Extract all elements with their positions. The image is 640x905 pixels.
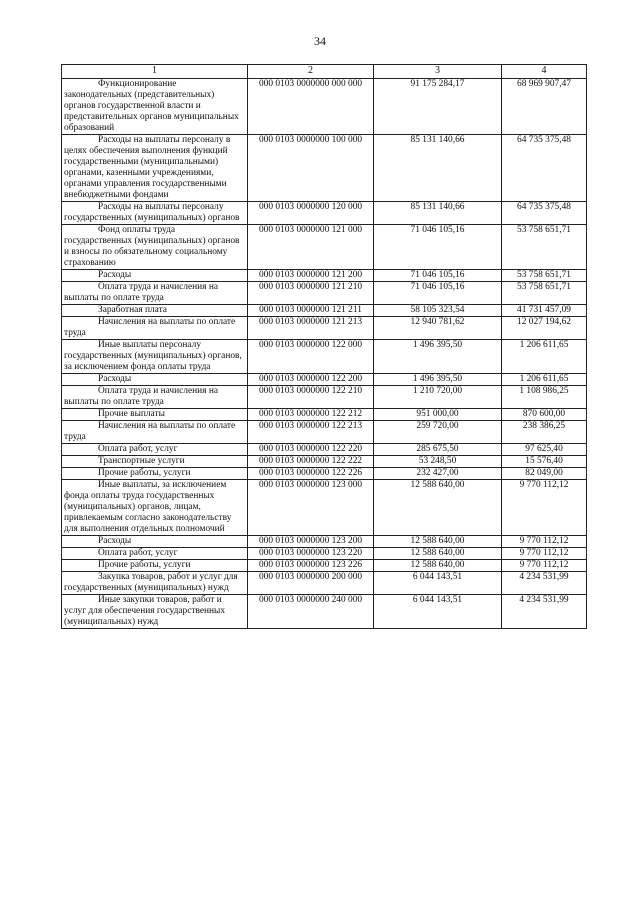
row-value-col3: 259 720,00: [374, 421, 502, 444]
table-row: [62, 468, 587, 480]
table-row: [62, 305, 587, 317]
row-value-col4: 12 027 194,62: [502, 317, 587, 340]
row-value-col4: 82 049,00: [502, 468, 587, 480]
table-row: [62, 548, 587, 560]
column-header-3: 3: [374, 65, 502, 79]
row-value-col3: 12 588 640,00: [374, 548, 502, 560]
row-value-col3: 85 131 140,66: [374, 202, 502, 225]
row-value-col4: 64 735 375,48: [502, 135, 587, 202]
row-name-cell: Оплата работ, услуг: [62, 548, 248, 560]
row-name-cell: Оплата работ, услуг: [62, 444, 248, 456]
row-value-col4: 9 770 112,12: [502, 560, 587, 572]
table-body: [62, 79, 587, 629]
row-value-col3: 1 210 720,00: [374, 386, 502, 409]
table-row: [62, 444, 587, 456]
table-row: [62, 317, 587, 340]
row-value-col4: 4 234 531,99: [502, 572, 587, 595]
row-value-col3: 12 588 640,00: [374, 480, 502, 536]
row-name-cell: Прочие работы, услуги: [62, 468, 248, 480]
table-row: [62, 595, 587, 629]
row-value-col4: 53 758 651,71: [502, 282, 587, 305]
row-name-cell: Иные закупки товаров, работ и услуг для обеспечения государственных (муниципальных) нужд: [62, 595, 248, 629]
row-value-col3: 6 044 143,51: [374, 572, 502, 595]
row-value-col3: 91 175 284,17: [374, 79, 502, 135]
row-value-col4: 1 108 986,25: [502, 386, 587, 409]
row-code-cell: 000 0103 0000000 122 213: [248, 421, 374, 444]
row-name-cell: Иные выплаты персоналу государственных (муниципальных) органов, за исключением фонда оплаты труда: [62, 340, 248, 374]
row-value-col3: 12 588 640,00: [374, 560, 502, 572]
row-value-col3: 71 046 105,16: [374, 270, 502, 282]
row-value-col3: 53 248,50: [374, 456, 502, 468]
row-name-cell: Оплата труда и начисления на выплаты по оплате труда: [62, 386, 248, 409]
row-value-col4: 1 206 611,65: [502, 374, 587, 386]
row-name-cell: Начисления на выплаты по оплате труда: [62, 421, 248, 444]
row-code-cell: 000 0103 0000000 121 211: [248, 305, 374, 317]
table-row: [62, 421, 587, 444]
row-name-cell: Закупка товаров, работ и услуг для государственных (муниципальных) нужд: [62, 572, 248, 595]
row-code-cell: 000 0103 0000000 120 000: [248, 202, 374, 225]
table-row: [62, 572, 587, 595]
row-name-cell: Расходы: [62, 536, 248, 548]
page-number: 34: [314, 34, 326, 48]
table-row: [62, 202, 587, 225]
row-value-col3: 85 131 140,66: [374, 135, 502, 202]
row-code-cell: 000 0103 0000000 240 000: [248, 595, 374, 629]
table-row: [62, 374, 587, 386]
budget-table: [61, 64, 587, 629]
row-name-cell: Расходы: [62, 374, 248, 386]
row-value-col3: 71 046 105,16: [374, 225, 502, 270]
table-row: [62, 386, 587, 409]
row-code-cell: 000 0103 0000000 100 000: [248, 135, 374, 202]
row-value-col4: 9 770 112,12: [502, 536, 587, 548]
row-value-col4: 53 758 651,71: [502, 270, 587, 282]
row-value-col3: 12 588 640,00: [374, 536, 502, 548]
row-code-cell: 000 0103 0000000 121 000: [248, 225, 374, 270]
row-value-col3: 1 496 395,50: [374, 374, 502, 386]
row-code-cell: 000 0103 0000000 122 212: [248, 409, 374, 421]
row-code-cell: 000 0103 0000000 123 220: [248, 548, 374, 560]
column-header-2: 2: [248, 65, 374, 79]
table-row: [62, 282, 587, 305]
row-code-cell: 000 0103 0000000 122 210: [248, 386, 374, 409]
row-code-cell: 000 0103 0000000 123 200: [248, 536, 374, 548]
row-value-col4: 41 731 457,09: [502, 305, 587, 317]
row-name-cell: Транспортные услуги: [62, 456, 248, 468]
row-value-col4: 1 206 611,65: [502, 340, 587, 374]
column-header-4: 4: [502, 65, 587, 79]
row-value-col3: 1 496 395,50: [374, 340, 502, 374]
row-code-cell: 000 0103 0000000 122 200: [248, 374, 374, 386]
row-value-col3: 232 427,00: [374, 468, 502, 480]
table-row: [62, 560, 587, 572]
row-name-cell: Иные выплаты, за исключением фонда оплаты труда государственных (муниципальных) органов, лицам, привлекаемым согласно законодательству для выполнения отдельных полномочий: [62, 480, 248, 536]
table-row: [62, 79, 587, 135]
row-value-col3: 285 675,50: [374, 444, 502, 456]
row-name-cell: Расходы: [62, 270, 248, 282]
row-name-cell: Расходы на выплаты персоналу государственных (муниципальных) органов: [62, 202, 248, 225]
row-code-cell: 000 0103 0000000 121 210: [248, 282, 374, 305]
table-row: [62, 480, 587, 536]
table-row: [62, 536, 587, 548]
row-value-col3: 6 044 143,51: [374, 595, 502, 629]
row-value-col4: 9 770 112,12: [502, 548, 587, 560]
row-value-col3: 12 940 781,62: [374, 317, 502, 340]
row-name-cell: Оплата труда и начисления на выплаты по оплате труда: [62, 282, 248, 305]
row-value-col4: 64 735 375,48: [502, 202, 587, 225]
row-code-cell: 000 0103 0000000 122 222: [248, 456, 374, 468]
row-value-col3: 71 046 105,16: [374, 282, 502, 305]
row-value-col4: 15 576,40: [502, 456, 587, 468]
table-header-row: [62, 65, 587, 79]
row-name-cell: Функционирование законодательных (представительных) органов государственной власти и представительных органов муниципальных образований: [62, 79, 248, 135]
row-name-cell: Заработная плата: [62, 305, 248, 317]
row-code-cell: 000 0103 0000000 122 220: [248, 444, 374, 456]
table-row: [62, 225, 587, 270]
row-name-cell: Прочие работы, услуги: [62, 560, 248, 572]
table-row: [62, 340, 587, 374]
row-value-col4: 238 386,25: [502, 421, 587, 444]
row-code-cell: 000 0103 0000000 200 000: [248, 572, 374, 595]
row-code-cell: 000 0103 0000000 121 213: [248, 317, 374, 340]
table-row: [62, 456, 587, 468]
row-code-cell: 000 0103 0000000 123 226: [248, 560, 374, 572]
row-value-col4: 68 969 907,47: [502, 79, 587, 135]
table-row: [62, 135, 587, 202]
row-name-cell: Начисления на выплаты по оплате труда: [62, 317, 248, 340]
row-value-col4: 870 600,00: [502, 409, 587, 421]
row-value-col3: 58 105 323,54: [374, 305, 502, 317]
row-code-cell: 000 0103 0000000 123 000: [248, 480, 374, 536]
row-code-cell: 000 0103 0000000 122 226: [248, 468, 374, 480]
row-name-cell: Прочие выплаты: [62, 409, 248, 421]
row-code-cell: 000 0103 0000000 000 000: [248, 79, 374, 135]
row-value-col4: 4 234 531,99: [502, 595, 587, 629]
row-value-col4: 97 625,40: [502, 444, 587, 456]
row-name-cell: Фонд оплаты труда государственных (муниципальных) органов и взносы по обязательному социальному страхованию: [62, 225, 248, 270]
row-code-cell: 000 0103 0000000 122 000: [248, 340, 374, 374]
column-header-1: 1: [62, 65, 248, 79]
row-code-cell: 000 0103 0000000 121 200: [248, 270, 374, 282]
row-value-col4: 53 758 651,71: [502, 225, 587, 270]
table-row: [62, 409, 587, 421]
row-name-cell: Расходы на выплаты персоналу в целях обеспечения выполнения функций государственными (муниципальными) органами, казенными учреждениями, органами управления государственными внебюджетными фондами: [62, 135, 248, 202]
row-value-col4: 9 770 112,12: [502, 480, 587, 536]
table-row: [62, 270, 587, 282]
row-value-col3: 951 000,00: [374, 409, 502, 421]
